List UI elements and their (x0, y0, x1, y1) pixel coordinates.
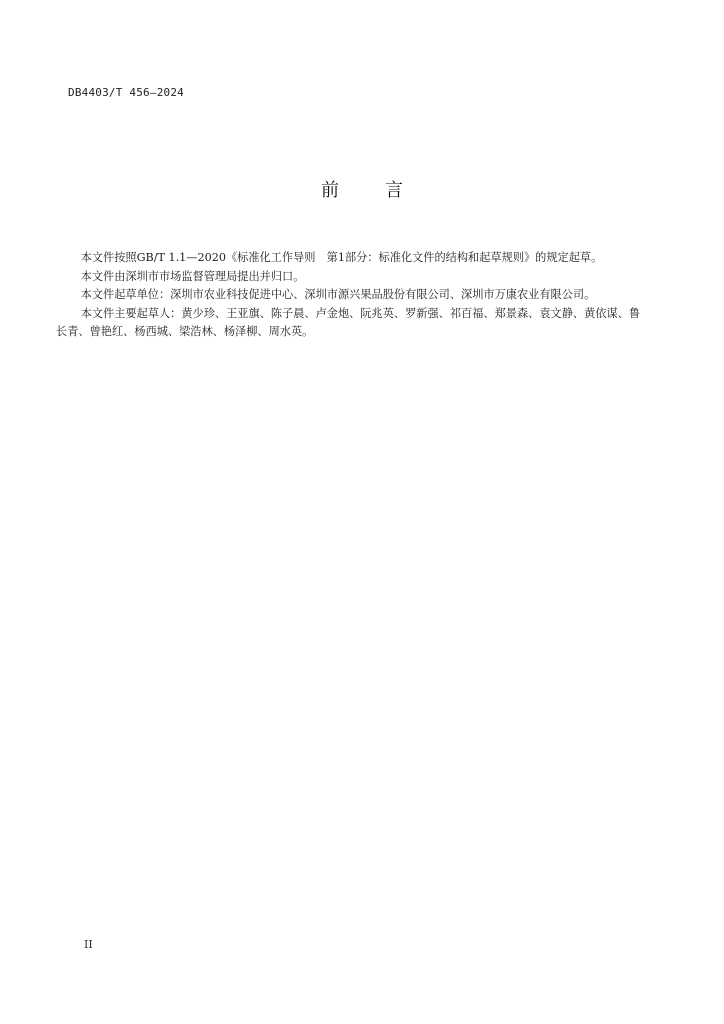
paragraph-drafting-basis: 本文件按照GB/T 1.1—2020《标准化工作导则 第1部分：标准化文件的结构和起草规则》的规定起草。 (80, 251, 603, 264)
standard-number-header: DB4403/T 456—2024 (68, 86, 184, 99)
title-part-1: 前 (321, 180, 339, 201)
page-title (0, 176, 724, 202)
page-number: II (84, 938, 93, 951)
paragraph-drafters: 本文件主要起草人：黄少珍、王亚旗、陈子晨、卢金炮、阮兆英、罗新强、祁百福、郑景森、袁文静、黄依谋、鲁长青、曾艳红、杨西城、梁浩林、杨泽柳、周水英。 (56, 306, 641, 338)
title-part-2: 言 (385, 180, 403, 201)
paragraph-proposer: 本文件由深圳市市场监督管理局提出并归口。 (80, 269, 305, 283)
foreword-body (56, 249, 640, 342)
paragraph-drafting-units: 本文件起草单位：深圳市农业科技促进中心、深圳市源兴果品股份有限公司、深圳市万康农业有限公司。 (80, 288, 596, 301)
